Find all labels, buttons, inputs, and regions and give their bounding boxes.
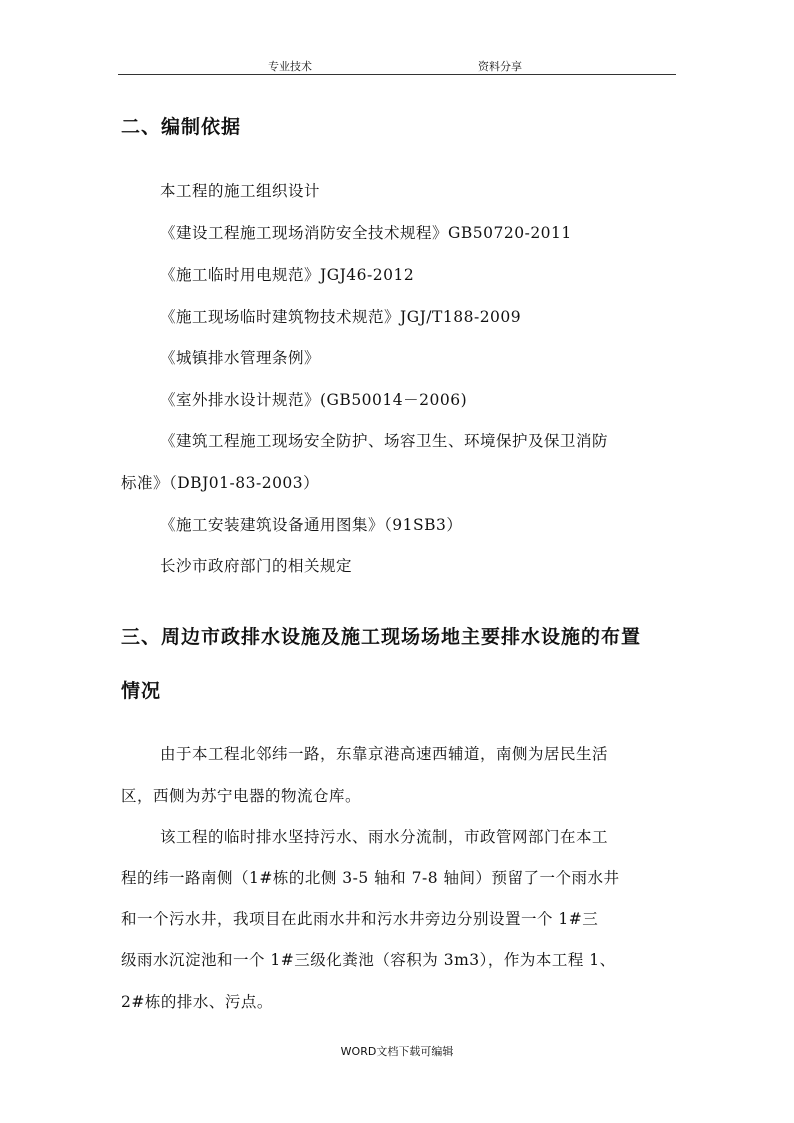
reference-item: 《建筑工程施工现场安全防护、场容卫生、环境保护及保卫消防: [160, 432, 609, 450]
reference-item: 长沙市政府部门的相关规定: [160, 557, 353, 575]
paragraph-line: 由于本工程北邻纬一路，东靠京港高速西辅道，南侧为居民生活: [160, 745, 609, 763]
header-left-text: 专业技术: [268, 60, 312, 73]
paragraph-line: 和一个污水井，我项目在此雨水井和污水井旁边分别设置一个 1#三: [121, 910, 599, 928]
reference-item: 本工程的施工组织设计: [160, 182, 321, 200]
reference-item: 《施工现场临时建筑物技术规范》JGJ/T188-2009: [160, 308, 522, 326]
paragraph-line: 2#栋的排水、污点。: [121, 993, 273, 1011]
reference-item: 《施工安装建筑设备通用图集》（91SB3）: [160, 516, 463, 534]
reference-item: 《施工临时用电规范》JGJ46-2012: [160, 266, 415, 284]
page-header: [118, 56, 676, 75]
reference-item: 《室外排水设计规范》(GB50014－2006): [160, 391, 468, 409]
paragraph-line: 该工程的临时排水坚持污水、雨水分流制，市政管网部门在本工: [160, 828, 609, 846]
paragraph-line: 区，西侧为苏宁电器的物流仓库。: [121, 787, 362, 805]
section-3-heading: 三、周边市政排水设施及施工现场场地主要排水设施的布置: [121, 626, 642, 648]
reference-item-continued: 标准》（DBJ01-83-2003）: [121, 474, 320, 492]
paragraph-line: 级雨水沉淀池和一个 1#三级化粪池（容积为 3m3），作为本工程 1、: [121, 951, 616, 969]
page-footer: WORD文档下载可编辑: [340, 1045, 454, 1058]
paragraph-line: 程的纬一路南侧（1#栋的北侧 3-5 轴和 7-8 轴间）预留了一个雨水井: [121, 869, 620, 887]
reference-item: 《城镇排水管理条例》: [160, 349, 321, 367]
header-right-text: 资料分享: [478, 60, 522, 73]
section-2-heading: 二、编制依据: [121, 116, 242, 138]
section-3-heading-cont: 情况: [121, 680, 162, 702]
reference-item: 《建设工程施工现场消防安全技术规程》GB50720-2011: [160, 224, 572, 242]
